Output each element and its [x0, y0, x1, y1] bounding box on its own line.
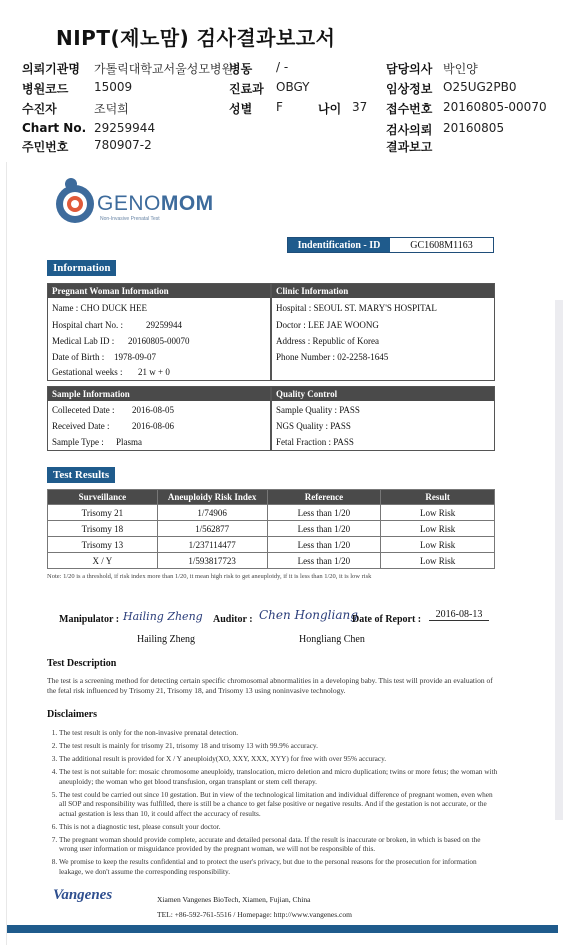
identification-value: GC1608M1163	[410, 239, 473, 251]
logo-subtitle: Non-Invasive Prenatal Test	[100, 216, 160, 222]
document-title: NIPT(제노맘) 검사결과보고서	[56, 26, 336, 50]
result-cell: Low Risk	[381, 505, 495, 521]
value-institution: 가톨릭대학교서울성모병원	[94, 62, 234, 76]
col-risk-index: Aneuploidy Risk Index	[157, 490, 267, 505]
received-label: Received Date :	[52, 421, 110, 431]
received-value: 2016-08-06	[132, 421, 174, 431]
surveillance-cell: X / Y	[48, 553, 158, 569]
quality-control-box	[271, 386, 495, 451]
table-row	[48, 505, 495, 521]
sample-type-label: Sample Type :	[52, 437, 104, 447]
report-header	[0, 0, 563, 160]
label-sex: 성별	[229, 102, 253, 116]
vangenes-wordmark: Vangenes	[53, 887, 113, 903]
clinic-phone: Phone Number : 02-2258-1645	[276, 352, 389, 362]
reference-cell: Less than 1/20	[267, 553, 381, 569]
list-item: 3. The additional result is provided for X / Y aneuploidy(XO, XXY, XXX, XYY) for free with over 95% accuracy.	[59, 754, 499, 764]
label-institution: 의뢰기관명	[22, 62, 80, 76]
sample-info-title: Sample Information	[48, 387, 270, 401]
label-resident-no: 주민번호	[22, 140, 69, 154]
label-clinical-info: 임상정보	[386, 82, 433, 96]
list-item: 1. The test result is only for the non-invasive prenatal detection.	[59, 728, 499, 738]
dob-value: 1978-09-07	[114, 352, 156, 362]
sample-type-value: Plasma	[116, 437, 142, 447]
value-ward: / -	[276, 60, 289, 74]
label-ward: 병동	[229, 62, 253, 76]
label-receipt-no: 접수번호	[386, 102, 433, 116]
pregnant-woman-box	[47, 283, 271, 381]
lab-id-value: 20160805-00070	[128, 336, 190, 346]
list-item: 2. The test result is mainly for trisomy 21, trisomy 18 and trisomy 13 with 99.9% accuracy.	[59, 741, 499, 751]
test-description-text: The test is a screening method for detecting certain specific chromosomal abnormalities in a developing baby. This test will provide an evaluation of the fetal risk influenced by Trisomy 21, Trisomy 18, and Trisomy 13 using noninvasive technology.	[47, 676, 493, 695]
logo-wordmark	[97, 192, 214, 216]
collected-value: 2016-08-05	[132, 405, 174, 415]
footer-address: Xiamen Vangenes BioTech, Xiamen, Fujian, China	[157, 895, 311, 904]
reference-cell: Less than 1/20	[267, 505, 381, 521]
value-clinical-info: O25UG2PB0	[443, 80, 517, 94]
auditor-signature: Chen Hongliang	[259, 608, 358, 622]
label-request-date: 검사의뢰	[386, 123, 433, 137]
value-resident-no: 780907-2	[94, 138, 152, 152]
footer-contact: TEL: +86-592-761-5516 / Homepage: http://www.vangenes.com	[157, 910, 352, 919]
table-row	[48, 521, 495, 537]
sample-info-box	[47, 386, 271, 451]
clinic-info-title: Clinic Information	[272, 284, 494, 298]
ngs-quality: NGS Quality : PASS	[276, 421, 351, 431]
clinic-doctor: Doctor : LEE JAE WOONG	[276, 320, 379, 330]
auditor-label: Auditor :	[213, 614, 253, 625]
surveillance-cell: Trisomy 13	[48, 537, 158, 553]
value-sex: F	[276, 100, 283, 114]
results-header-row	[48, 490, 495, 505]
list-item: 5. The test could be carried out since 10 gestation. But in view of the technological limitation and individual difference of pregnant women, even when all SOP and responsibility was fulfilled, there is still be a chance to get false positive or negative results. And if the gestation is not accurate, or the actual gestation is less than 10, it could affect the accuracy of results.	[59, 790, 499, 819]
result-cell: Low Risk	[381, 521, 495, 537]
auditor-name: Hongliang Chen	[299, 634, 365, 645]
logo-mom: MOM	[160, 192, 214, 215]
identification-box	[287, 237, 494, 253]
value-receipt-no: 20160805-00070	[443, 100, 547, 114]
scanned-report	[6, 162, 557, 945]
risk-index-cell: 1/237114477	[157, 537, 267, 553]
clinic-info-box	[271, 283, 495, 381]
value-doctor: 박인양	[443, 62, 478, 76]
footer-bar	[7, 925, 558, 933]
manipulator-signature: Hailing Zheng	[123, 610, 203, 623]
value-request-date: 20160805	[443, 121, 505, 135]
vangenes-logo	[53, 884, 123, 914]
col-reference: Reference	[267, 490, 381, 505]
date-of-report-value: 2016-08-13	[429, 609, 489, 621]
information-tag: Information	[47, 260, 116, 276]
surveillance-cell: Trisomy 21	[48, 505, 158, 521]
pregnant-woman-title: Pregnant Woman Information	[48, 284, 270, 298]
threshold-note: Note: 1/20 is a threshold, if risk index more than 1/20, it mean high risk to get aneuploidy, if it is less than 1/20, it is low risk	[47, 573, 372, 580]
label-result-report: 결과보고	[386, 140, 433, 154]
quality-control-title: Quality Control	[272, 387, 494, 401]
gestation-value: 21 w + 0	[138, 367, 170, 377]
lab-id-label: Medical Lab ID :	[52, 336, 115, 346]
chart-no-value: 29259944	[146, 320, 182, 330]
sample-quality: Sample Quality : PASS	[276, 405, 360, 415]
value-chart-no: 29259944	[94, 121, 156, 135]
results-table	[47, 489, 495, 569]
col-result: Result	[381, 490, 495, 505]
logo-geno: GENO	[97, 192, 161, 215]
manipulator-label: Manipulator :	[59, 614, 120, 625]
dob-label: Date of Birth :	[52, 352, 105, 362]
clinic-address: Address : Republic of Korea	[276, 336, 379, 346]
value-age: 37	[352, 100, 368, 114]
risk-index-cell: 1/593817723	[157, 553, 267, 569]
disclaimers-list	[47, 728, 499, 880]
label-doctor: 담당의사	[386, 62, 433, 76]
genomom-logo	[53, 176, 213, 228]
risk-index-cell: 1/562877	[157, 521, 267, 537]
date-of-report-label: Date of Report :	[352, 614, 422, 625]
value-hospital-code: 15009	[94, 80, 133, 94]
table-row	[48, 553, 495, 569]
genomom-emblem-icon	[53, 176, 103, 226]
surveillance-cell: Trisomy 18	[48, 521, 158, 537]
collected-label: Colleceted Date :	[52, 405, 115, 415]
clinic-hospital: Hospital : SEOUL ST. MARY'S HOSPITAL	[276, 303, 437, 313]
test-description-title: Test Description	[47, 658, 117, 669]
risk-index-cell: 1/74906	[157, 505, 267, 521]
manipulator-name: Hailing Zheng	[137, 634, 196, 645]
value-patient: 조덕희	[94, 102, 129, 116]
value-department: OBGY	[276, 80, 310, 94]
test-results-tag: Test Results	[47, 467, 115, 483]
reference-cell: Less than 1/20	[267, 521, 381, 537]
gestation-label: Gestational weeks :	[52, 367, 123, 377]
list-item: 8. We promise to keep the results confidential and to protect the user's privacy, but due to the personal reasons for the prosecution for information leakage, we don't assume the corresponding responsibility.	[59, 857, 499, 876]
scan-edge	[555, 300, 563, 820]
reference-cell: Less than 1/20	[267, 537, 381, 553]
fetal-fraction: Fetal Fraction : PASS	[276, 437, 354, 447]
label-age: 나이	[318, 102, 342, 116]
list-item: 6. This is not a diagnostic test, please consult your doctor.	[59, 822, 499, 832]
result-cell: Low Risk	[381, 537, 495, 553]
list-item: 7. The pregnant woman should provide complete, accurate and detailed personal data. If the result is inaccurate or broken, in which is based on the wrong user information or misguidance provided by the pregnant woman, we will not be responsible of this.	[59, 835, 499, 854]
table-row	[48, 537, 495, 553]
result-cell: Low Risk	[381, 553, 495, 569]
chart-no-label: Hospital chart No. :	[52, 320, 123, 330]
label-patient: 수진자	[22, 102, 57, 116]
col-surveillance: Surveillance	[48, 490, 158, 505]
identification-label: Indentification - ID	[288, 238, 390, 252]
disclaimers-title: Disclaimers	[47, 709, 97, 720]
patient-name: Name : CHO DUCK HEE	[52, 303, 147, 313]
label-chart-no: Chart No.	[22, 121, 87, 135]
list-item: 4. The test is not suitable for: mosaic chromosome aneuploidy, translocation, micro deletion and micro duplication; twins or more fetus; the woman with aneuploidy; the woman who get blood transfusion, organ transplant or stem cell therapy.	[59, 767, 499, 786]
label-hospital-code: 병원코드	[22, 82, 69, 96]
label-department: 진료과	[229, 82, 264, 96]
